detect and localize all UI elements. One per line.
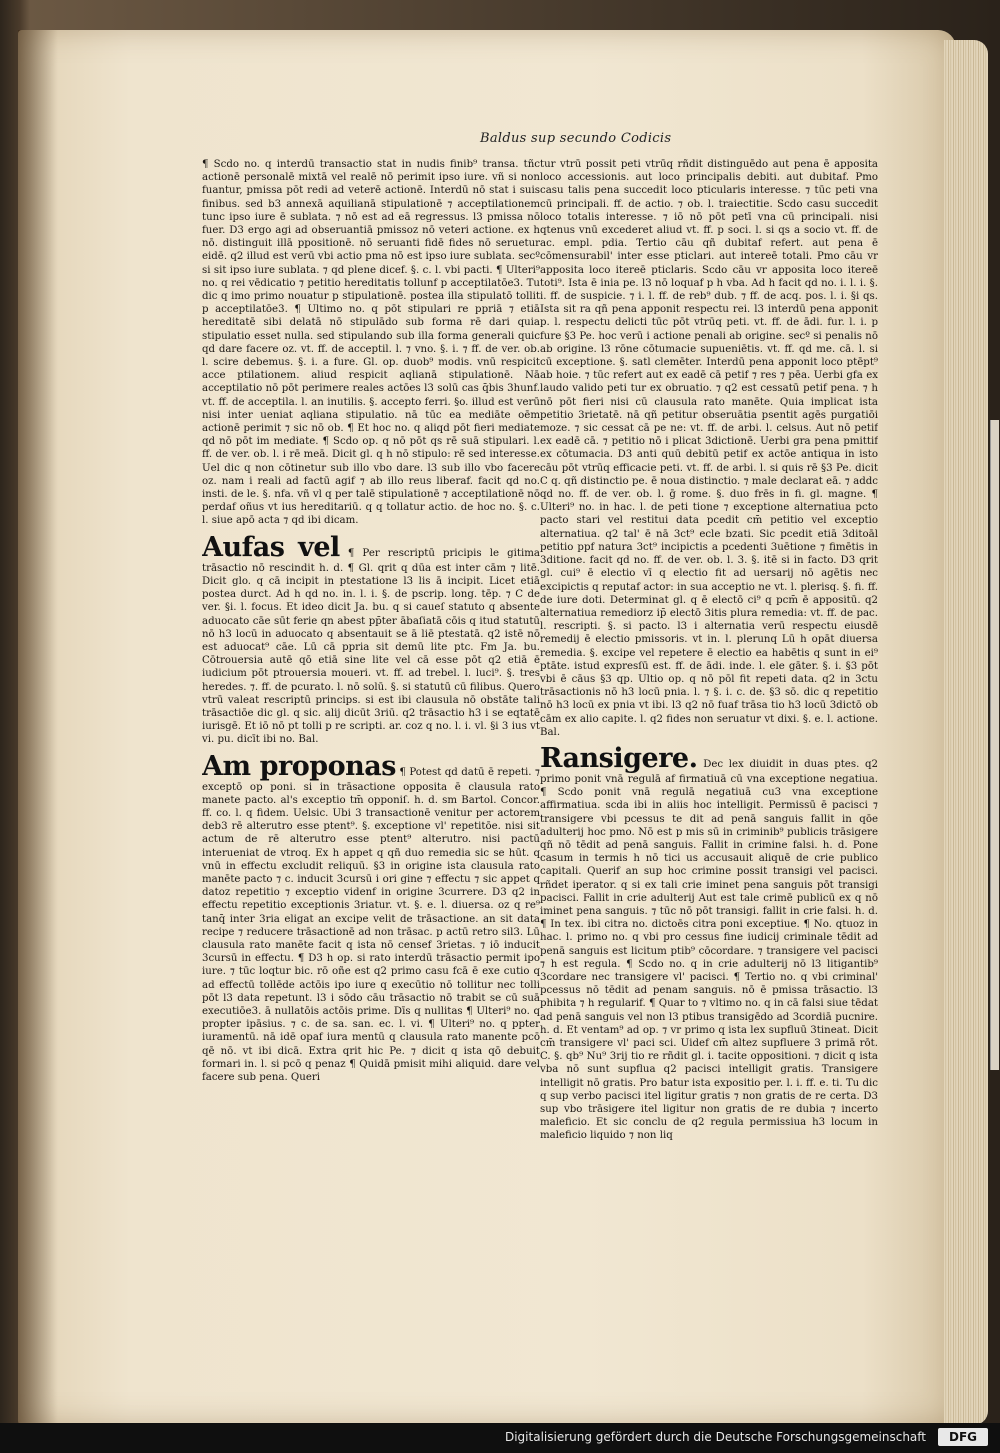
left-paragraph: ¶ Scdo no. q interdū transactio stat in nudis finib⁹ transa. tñc actionē personalē mixtā vel realē nō perimit ipso iure. vñ si non fuantur, pmissa pōt redi ad veterē actionē. Interdū nō stat i suis finibus. sed b3 annexā aquilianā stipulationē ⁊ acceptilationem tunc ipso iure ē sublata. ⁊ nō est ad eā regressus. l3 pmissa nō fuer. D3 ergo agi ad obseruantiā pmissoz nō veteri actione. ex h nō. distinguit illā ppositionē. nō seruanti fidē fides nō seruetur eidē. q2 illud est verū vbi actio pma nō est ipso iure sublata. secº si sit ipso iure sublata. ⁊ qd plene dicef. §. c. l. vbi pacti. ¶ Ulteri⁹ no. q rei vēdicatio ⁊ petitio hereditatis tollunf p acceptilatōe3. Tu dic q imo primo nouatur p stipulationē. postea illa stipulatō tollit p acceptilatōe3. ¶ Ultimo no. q pōt stipulari re ppriā ⁊ etiā hereditatē sibi delatā nō stipulādo sub forma rē dari quia stipulatio esset nulla. sed stipulando sub illa forma generali quic qd dare facere oz. vt. ff. de acceptil. l. ⁊ vno. §. i. ⁊ ff. de ver. ob. l. scire debemus. §. i. a fure. Gl. op. duob⁹ modis. vnū respicit acce ptilationem. aliud respicit aqlianā stipulationē. Nā acceptilatio nō pōt perimere reales actōes l3 solū cas q̄bis 3hunf. vt. ff. de acceptila. l. an inutilis. §. accepto ferri. §o. illud est verū nisi inter ueniat aqliana stipulatio. nā tūc ea mediāte oēm actionē perimit ⁊ sic nō ob. ¶ Et hoc no. q aliqd pōt fieri mediate qd nō pōt im mediate. ¶ Scdo op. q nō pōt qs rē suā stipulari. l. ff. de ver. ob. l. i rē meā. Dicit gl. q h nō stipulo: rē sed interesse. Uel dic q non cōtinetur sub illo vbo dare. l3 sub illo vbo facere oz. nam i reali ad factū agif ⁊ ab illo reus liberaf. facit qd no. insti. de le. §. nfa. vñ vl q per talē stipulationē ⁊ acceptilationē nō perdaf oñus vt ius hereditariū. q q tollatur actio. de hoc no. §. c. l. siue apō acta ⁊ qd ibi dicam.	[202, 159, 540, 527]
footer-bar	[0, 1423, 1000, 1453]
lemma-initial: Ransigere.	[540, 742, 698, 774]
right-column	[540, 158, 878, 1243]
right-paragraph-text: Dec lex diuidit in duas ptes. q2 primo ponit vnā regulā af firmatiuā cū vna exceptione negatiua. ¶ Scdo ponit vnā regulā negatiuā cu3 vna exceptione affirmatiua. scda ibi in aliis hoc intelligit. Permissū ē pacisci ⁊ transigere vbi pcessus te dit ad penā sanguis fallit in qōe adulterij hoc pmo. Nō est p mis sū in criminib⁹ publicis trāsigere qñ nō tēdit ad penā sanguis. Fallit in crimine falsi. h. d. Pone casum in termis h nō tici us accusauit aliquē de crie publico capitali. Querif an sup hoc crimine possit transigi vel pacisci. rñdet iperator. q si ex tali crie iminet pena sanguis pōt transigi pacisci. Fallit in crie adulterij Aut est tale crimē publicū ex q nō iminet pena sanguis. ⁊ tūc nō pōt transigi. fallit in crie falsi. h. d. ¶ In tex. ibi citra no. dictoēs citra poni exceptiue. ¶ No. qtuoz in hac. l. primo no. q vbi pro cessus fine iudicij criminale tēdit ad penā sanguis est licitum ptib⁹ cōcordare. ⁊ transigere vel pacisci ⁊ h est regula. ¶ Scdo no. q in crie adulterij nō l3 litigantib⁹ 3cordare nec transigere vl' pacisci. ¶ Tertio no. q vbi criminal' pcessus nō tēdit ad penam sanguis. nō ē pmissa trāsactio. l3 phibita ⁊ h regularif. ¶ Quar to ⁊ vltimo no. q in cā falsi siue tēdat ad penā sanguis vel non l3 ptibus transigēdo ad 3cordiā pucnire. h. d. Et ventam⁹ ad op. ⁊ vr primo q ista lex supfluū 3tineat. Dicit cm̄ transigere vl' paci sci. Uidef cm̄ altez supfluere 3 primā rōt. C. §. qb⁹ Nu⁹ 3rij tio re rñdit gl. i. tacite oppositioni. ⁊ dicit q ista vba nō sunt supflua q2 pacisci intelligit gratis. Transigere intelligit nō gratis. Pro batur ista expositio per. l. i. ff. e. ti. Tu dic q sup verbo pacisci itel ligitur gratis ⁊ non gratis de re certa. D3 sup vbo trāsigere itel ligitur non gratis de re dubia ⁊ incerto maleficio. Et sic conclu de q2 regula permissiua h3 locum in maleficio liquido ⁊ non liq	[540, 758, 878, 1142]
left-column	[202, 158, 540, 1220]
running-head: Baldus sup secundo Codicis	[480, 131, 672, 146]
page-gutter	[18, 30, 58, 1425]
book-edges	[944, 40, 988, 1425]
left-paragraph	[202, 531, 540, 747]
left-paragraph-text: ¶ Per rescriptū pricipis le gitima trāsactio nō rescindit h. d. ¶ Gl. qrit q dūa est inter cām ⁊ litē. Dicit glo. q cā incipit in ptestatione l3 lis ā incipit. Licet etiā postea durct. Ad h qd no. in. l. i. §. de pscrip. long. tēp. ⁊ C de ver. §i. l. focus. Et ideo dicit Ja. bu. q si caueſ statuto q absente aduocato cāe sūt ferie qn abest pp̄ter ābaſiatā cōis q itud statutū nō h3 locū in aduocato q absentauit se ā liē ptestatā. q2 istē nō est aduocat⁹ cāe. Lū cā ppria sit demū lite ptc. Fm Ja. bu. Cōtrouersia autē qō etiā sine lite vel cā esse pōt q2 etiā ē iudicium pōt ptrouersia moueri. vt. ff. ad trebel. l. luci⁹. §. tres heredes. ⁊. ff. de pcurato. l. nō solū. §. si statutū cū filibus. Quero vtrū valeat rescriptū princips. si est ibi clausula nō obstāte tali trāsactiōe dic gl. q sic. alij dicūt 3riū. q2 trāsactio h3 i se eqtatē iurisgē. Et iō nō pt tolli p re scripti. ar. coz q no. l. i. vl. §i 3 ius vt vi. pu. dicīt ibi no. Bal.	[202, 547, 540, 746]
left-paragraph-text: ¶ Potest qd datū ē repeti. ⁊ exceptō op poni. si in trāsactione opposita ē clausula rato manete pacto. al's exceptio tm̄ opponiſ. h. d. sm Bartol. Concor. ff. co. l. q fidem. Uelsic. Ubi 3 transactionē venitur per actorem deb3 rē alterutro esse ptent⁹. §. exceptione vl' repetitōe. nisi sit actum de rē alterutro esse ptent⁹ alterutro. nisi pactū interueniat de vtroq. Ex h appet q qñ duo remedia sic se hūt. q vnū in effectu excludit reliquū. §3 in origine ista clausula rato manēte pacto ⁊ c. inducit 3cursū i ori gine ⁊ effectu ⁊ sic appet q datoz repetitio ⁊ exceptio videnf in origine 3currere. D3 q2 in effectu repetitio exceptionis 3riatur. vt. §. e. l. diuersa. oz q re⁹ tanq̄ inter 3ria eligat an excipe velit de trāsactione. an sit data recipe ⁊ reducere trāsactionē ad non trāsac. p actū retro sil3. Lū clausula rato manēte facit q ista nō censef 3rietas. ⁊ iō inducit 3cursū in effectu. ¶ D3 h op. si rato interdū trāsactio permit ipo iure. ⁊ tūc loqtur bic. rō oñe est q2 primo casu fcā ē exe cutio q ad effectū tollēde actōis ipo iure q execūtio nō tollitur nec tolli pōt l3 data repetunt. l3 i sōdo cāu trāsactio nō trabit se cū suā executiōe3. ā nullatōis actōis prime. Dīs q nullitas ¶ Ulteri⁹ no. q propter ipāsius. ⁊ c. de sa. san. ec. l. vi. ¶ Ulteri⁹ no. q ppter iuramentū. nā idē opaf iura mentū q clausula rato manente pcō qē nō. vt ibi dicā. Extra qrit hic Pe. ⁊ dicit q ista qō debuit formari in. l. si pcō q penaz ¶ Quidā pmisit mihi aliquid. dare vel facere sub pena. Queri	[202, 766, 540, 1083]
dfg-logo: DFG	[938, 1428, 988, 1446]
lemma-initial: Aufas vel	[202, 531, 340, 563]
left-paragraph	[202, 750, 540, 1085]
right-paragraph: tur vtrū possit peti vtrūq rñdit distinguēdo aut pena ē apposita loco accessionis. aut loco principalis debiti. aut dubitaf. Pmo casu talis pena succedit loco pticularis interesse. ⁊ tūc peti vna cū principali. ff. de actio. ⁊ ob. l. traiectitie. Scdo casu succedit loco totalis interesse. ⁊ iō nō pōt petī vna cū principali. nisi qtenus vnū excederet aliud vt. ff. p soci. l. si qs a socio vt. ff. de ac. empl. pdia. Tertio cāu qñ dubitaf refert. aut pena ē cōmensurabil' inter esse pticlari. aut intereē totali. Pmo cāu vr apposita loco itereē pticlaris. Scdo cāu vr apposita loco itereē toti⁹. Ista ē inia pe. l3 nō loquaf p h vba. Ad h facit qd no. i. l. i. §. i. ff. de suspicie. ⁊ i. l. ff. de reb⁹ dub. ⁊ ff. de acq. pos. l. i. §i qs. Ista sit ra qñ pena apponit respectu rei. l3 interdū pena apponit p. l. respectu delicti tūc pōt vtrūq peti. vt. ff. de ādi. fur. l. i. p fure §3 Pe. hoc verū i actione penali ab origine. secº si penalis nō ab origine. l3 rōne cōtumacie supueniētis. vt. ff. qd me. cā. l. si cū exceptione. §. satl clemēter. Interdū pena apponit loco ptēpt⁹ ab hoie. ⁊ tūc refert aut ex eadē cā petif ⁊ res ⁊ pēa. Uerbi gfa ex laudo valido peti tur ex obruatio. ⁊ q2 est cessatū petif pena. ⁊ h nō pōt fieri nisi cū clausula rato manēte. Quia implicat ista petitio 3rietatē. nā qñ petitur obseruātia psentit agēs purgatiōi moze. ⁊ sic cessat cā pe ne: vt. ff. de arbi. l. celsus. Aut nō petif ex eadē cā. ⁊ petitio nō i plicat 3dictionē. Uerbi gra pena pmittif ex cōtumacia. D3 anti quū debitū petif ex actōe antiqua in isto cāu pōt vtrūq efficacie peti. vt. ff. de arbi. l. si quis rē §3 Pe. dicit C q. qñ distinctio pe. ē noua distinctio. ⁊ male declarat eā. ⁊ addc qd no. ff. de ver. ob. l. ḡ rome. §. duo frēs in fi. gl. magne. ¶ Ulteri⁹ no. in hac. l. de peti tione ⁊ exceptione alternatiua pcto pacto stari vel restitui data pcedit cm̄ petitio vel exceptio alternatiua. q2 tal' ē nā 3ct⁹ ecle bzati. Sic pcedit etiā 3ditoāl petitio ppf natura 3ct⁹ incipictis a pcedenti 3uētione ⁊ fimētis in 3ditione. facit qd no. ff. de ver. ob. l. 3. §. itē si in facto. D3 qrit gl. cui⁹ ē electio vī q electio fit ad uersarij nō agētis nec excipictis q reputaf actor: in sua acceptio ne vt. l. plerisq. §. fi. ff. de iure doti. Determinat gl. q ē electō ci⁹ q pcm̄ ē appositū. q2 alternatiua remediorz ip̄ electō 3itis plura remedia: vt. ff. de pac. l. rescripti. §. si pacto. l3 i alternatia verū respectu eiusdē remedij ē electio pmissoris. vt in. l. plerunq Lū h opāt diuersa remedia. §. excipe vel repetere ē electio ea habētis q sunt in ei⁹ ptāte. istud expresſū est. ff. de ādi. inde. l. ele gāter. §. i. §3 pōt vbi ē cāus §3 qp. Ultio op. q nō pōl fit repeti data. q2 in 3ctu trāsactionis nō h3 locū pnia. l. ⁊ §. i. c. de. §3 sō. dic q repetitio nō h3 locū ex pnia vt ibi. l3 q2 nō fuaf trāsa tio h3 locū 3dictō ob cām ex alio capite. l. q2 fides non seruatur vt dixi. §. e. l. actione. Bal.	[540, 159, 878, 738]
right-paragraph	[540, 742, 878, 1143]
scale-ruler	[990, 420, 999, 1070]
funding-notice: Digitalisierung gefördert durch die Deutsche Forschungsgemeinschaft	[504, 1430, 926, 1444]
lemma-initial: Am proponas	[202, 750, 396, 782]
